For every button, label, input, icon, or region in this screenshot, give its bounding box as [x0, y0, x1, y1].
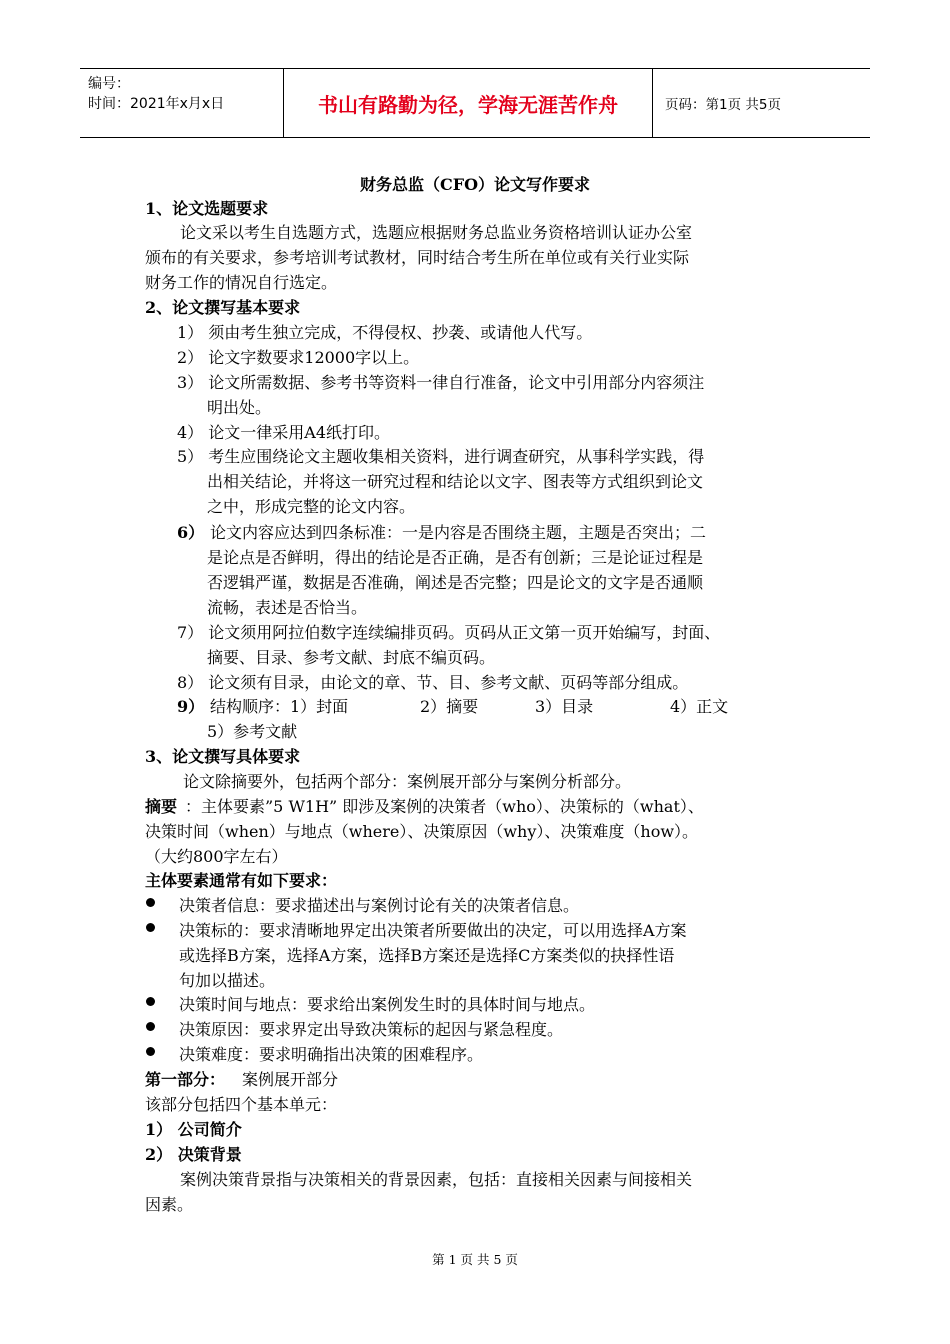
- doc-date-label: 时间：2021年x月x日: [88, 96, 225, 112]
- paragraph-line: 该部分包括四个基本单元：: [145, 1095, 338, 1114]
- header-meta-cell: [80, 69, 283, 137]
- list-item-continuation: 否逻辑严谨，数据是否准确，阐述是否完整；四是论文的文字是否通顺: [207, 573, 704, 592]
- bullet-item: 决策者信息：要求描述出与案例讨论有关的决策者信息。: [179, 896, 580, 915]
- bullet-icon: [146, 997, 155, 1006]
- header-page-info: 页码：第1页 共5页: [665, 97, 781, 113]
- paragraph-line: ：主体要素”5 W1H” 即涉及案例的决策者（who）、决策标的（what）、: [185, 797, 704, 816]
- header-motto: 书山有路勤为径，学海无涯苦作舟: [318, 92, 618, 117]
- bullet-icon: [146, 1047, 155, 1056]
- structure-order: 5）参考文献: [207, 722, 298, 741]
- structure-order: 4）正文: [670, 697, 729, 716]
- bullet-item: 决策原因：要求界定出导致决策标的起因与紧急程度。: [179, 1020, 564, 1039]
- paragraph-line: 决策时间（when）与地点（where）、决策原因（why）、决策难度（how）。: [145, 822, 699, 841]
- abstract-label: 摘要: [145, 797, 178, 816]
- section-3-heading: 3、论文撰写具体要求: [145, 747, 301, 766]
- bullet-item-continuation: 或选择B方案，选择A方案，选择B方案还是选择C方案类似的抉择性语: [179, 946, 675, 965]
- paragraph-line: 论文除摘要外，包括两个部分：案例展开部分与案例分析部分。: [183, 772, 632, 791]
- structure-order: 2）摘要: [420, 697, 479, 716]
- bullet-item: 决策标的：要求清晰地界定出决策者所要做出的决定，可以用选择A方案: [179, 921, 687, 940]
- list-item: 论文内容应达到四条标准：一是内容是否围绕主题，主题是否突出；二: [210, 523, 707, 542]
- list-item: 1） 须由考生独立完成，不得侵权、抄袭、或请他人代写。: [177, 323, 593, 342]
- bullet-icon: [146, 1022, 155, 1031]
- list-item-number: 9）: [177, 697, 205, 716]
- paragraph-line: （大约800字左右）: [145, 847, 288, 866]
- list-item: 3） 论文所需数据、参考书等资料一律自行准备，论文中引用部分内容须注: [177, 373, 705, 392]
- paragraph-line: 财务工作的情况自行选定。: [145, 273, 338, 292]
- bullet-item-continuation: 句加以描述。: [179, 971, 276, 990]
- list-item: 2） 论文字数要求12000字以上。: [177, 348, 420, 367]
- elements-heading: 主体要素通常有如下要求：: [145, 871, 338, 890]
- paragraph-line: 案例决策背景指与决策相关的背景因素，包括：直接相关因素与间接相关: [180, 1170, 693, 1189]
- section-2-heading: 2、论文撰写基本要求: [145, 298, 301, 317]
- list-item-continuation: 是论点是否鲜明，得出的结论是否正确，是否有创新；三是论证过程是: [207, 548, 704, 567]
- doc-number-label: 编号：: [88, 76, 130, 92]
- bullet-icon: [146, 923, 155, 932]
- part1-label: 第一部分：: [145, 1070, 226, 1089]
- unit-heading: 2） 决策背景: [145, 1145, 242, 1164]
- document-title: 财务总监（CFO）论文写作要求: [359, 175, 591, 194]
- list-item-number: 6）: [177, 523, 205, 542]
- list-item: 5） 考生应围绕论文主题收集相关资料，进行调查研究，从事科学实践，得: [177, 447, 705, 466]
- part1-title: 案例展开部分: [242, 1070, 339, 1089]
- bullet-icon: [146, 898, 155, 907]
- paragraph-line: 论文采以考生自选题方式，选题应根据财务总监业务资格培训认证办公室: [180, 223, 693, 242]
- list-item-continuation: 明出处。: [207, 398, 272, 417]
- list-item-continuation: 出相关结论，并将这一研究过程和结论以文字、图表等方式组织到论文: [207, 472, 704, 491]
- list-item-continuation: 流畅，表述是否恰当。: [207, 598, 368, 617]
- page-header: [80, 68, 870, 138]
- structure-order: 结构顺序：1）封面: [210, 697, 349, 716]
- list-item: 8） 论文须有目录，由论文的章、节、目、参考文献、页码等部分组成。: [177, 673, 689, 692]
- bullet-item: 决策难度：要求明确指出决策的困难程序。: [179, 1045, 484, 1064]
- list-item-continuation: 摘要、目录、参考文献、封底不编页码。: [207, 648, 496, 667]
- list-item-continuation: 之中，形成完整的论文内容。: [207, 497, 416, 516]
- structure-order: 3）目录: [535, 697, 594, 716]
- list-item: 4） 论文一律采用A4纸打印。: [177, 423, 391, 442]
- unit-heading: 1） 公司简介: [145, 1120, 242, 1139]
- list-item: 7） 论文须用阿拉伯数字连续编排页码。页码从正文第一页开始编写，封面、: [177, 623, 721, 642]
- bullet-item: 决策时间与地点：要求给出案例发生时的具体时间与地点。: [179, 995, 596, 1014]
- page-footer: 第 1 页 共 5 页: [432, 1252, 518, 1267]
- paragraph-line: 因素。: [145, 1195, 194, 1214]
- section-1-heading: 1、论文选题要求: [145, 199, 269, 218]
- paragraph-line: 颁布的有关要求，参考培训考试教材，同时结合考生所在单位或有关行业实际: [145, 248, 690, 267]
